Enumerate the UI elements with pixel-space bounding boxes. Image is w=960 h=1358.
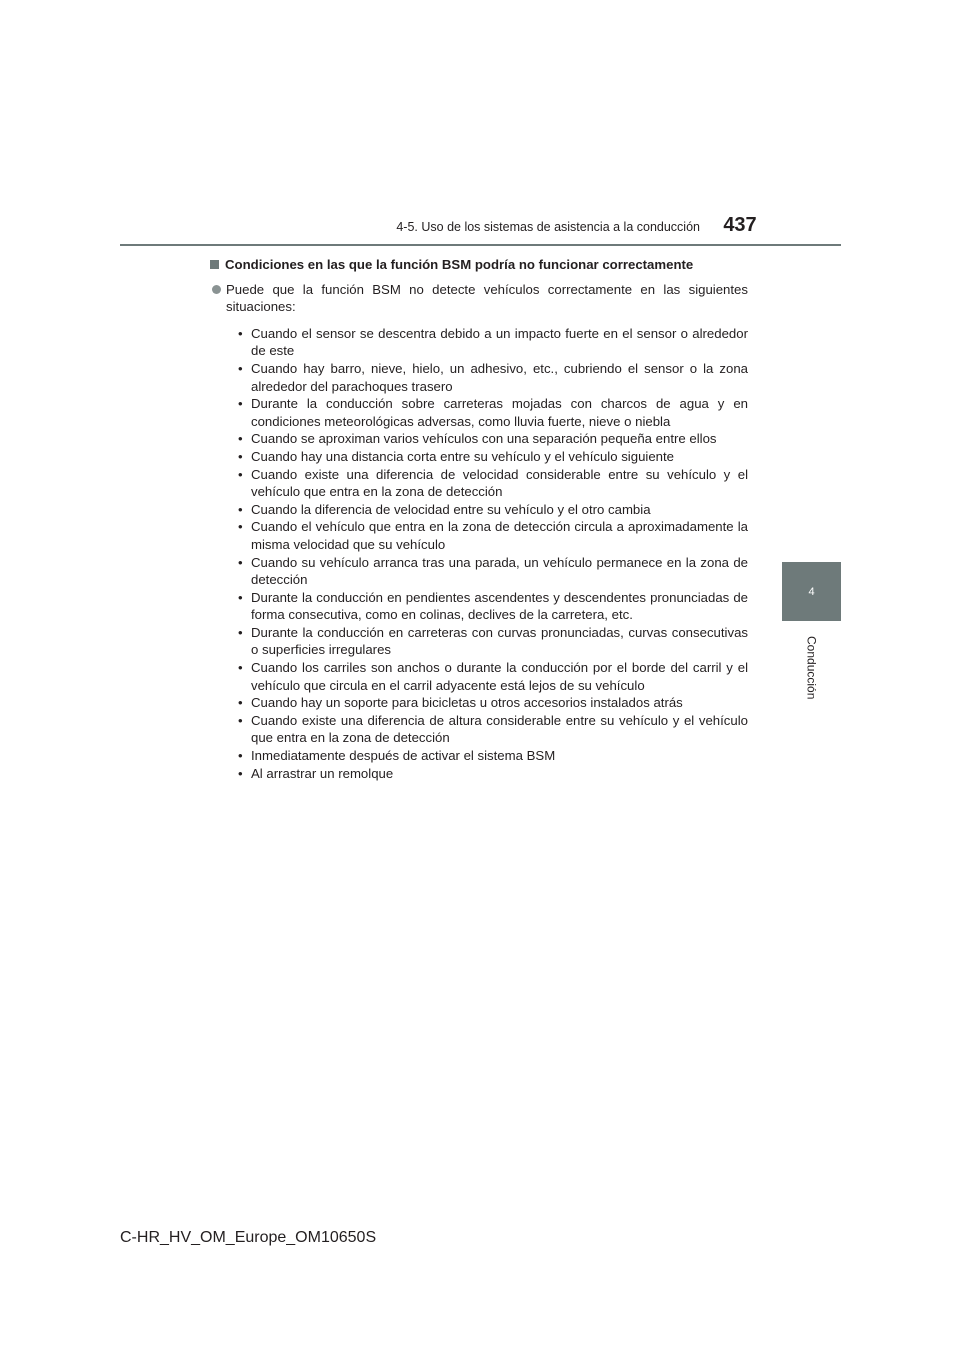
circle-bullet-icon <box>212 285 221 294</box>
bullet-marker: • <box>238 660 243 676</box>
main-content <box>210 256 748 782</box>
list-item-text: Cuando hay una distancia corta entre su vehículo y el vehículo siguiente <box>251 448 674 464</box>
list-item <box>210 589 748 624</box>
list-item <box>210 624 748 659</box>
list-item-text: Cuando se aproximan varios vehículos con una separación pequeña entre ellos <box>251 431 717 447</box>
bullet-marker: • <box>238 396 243 412</box>
list-item-text: Cuando los carriles son anchos o durante la conducción por el borde del carril y el vehículo que circula en el carril adyacente está lejos de su vehículo <box>251 660 748 693</box>
list-item <box>210 466 748 501</box>
list-item <box>210 747 748 765</box>
bullet-marker: • <box>238 765 243 781</box>
section-title: 4-5. Uso de los sistemas de asistencia a la conducción <box>396 220 700 234</box>
list-item-text: Durante la conducción en pendientes ascendentes y descendentes pronunciadas de forma consecutiva, como en colinas, declives de la carretera, etc. <box>251 589 748 623</box>
list-item <box>210 554 748 589</box>
list-item <box>210 694 748 712</box>
bullet-marker: • <box>238 712 243 728</box>
conditions-list <box>210 325 748 782</box>
bullet-marker: • <box>238 448 243 464</box>
list-item <box>210 501 748 519</box>
list-item <box>210 325 748 360</box>
chapter-title: Conducción <box>804 636 819 700</box>
list-item-text: Inmediatamente después de activar el sistema BSM <box>251 748 556 764</box>
intro-paragraph <box>210 281 748 316</box>
list-item <box>210 765 748 783</box>
section-heading <box>210 256 748 274</box>
list-item <box>210 448 748 466</box>
bullet-marker: • <box>238 748 243 764</box>
square-bullet-icon <box>210 260 219 269</box>
chapter-tab <box>782 562 841 621</box>
list-item <box>210 395 748 430</box>
list-item <box>210 518 748 553</box>
bullet-marker: • <box>238 589 243 605</box>
header-divider <box>120 244 841 246</box>
chapter-label <box>782 628 841 708</box>
bullet-marker: • <box>238 360 243 376</box>
list-item-text: Cuando su vehículo arranca tras una parada, un vehículo permanece en la zona de detección <box>251 554 748 588</box>
list-item-text: Cuando existe una diferencia de velocidad considerable entre su vehículo y el vehículo que entra en la zona de detección <box>251 466 748 500</box>
bullet-marker: • <box>238 624 243 640</box>
bullet-marker: • <box>238 554 243 570</box>
list-item-text: Cuando la diferencia de velocidad entre su vehículo y el otro cambia <box>251 501 651 517</box>
page-number: 437 <box>723 214 757 236</box>
list-item-text: Cuando existe una diferencia de altura considerable entre su vehículo y el vehículo que entra en la zona de detección <box>251 712 748 746</box>
list-item-text: Durante la conducción en carreteras con curvas pronunciadas, curvas consecutivas o superficies irregulares <box>251 624 748 658</box>
list-item <box>210 659 748 694</box>
list-item <box>210 360 748 395</box>
bullet-marker: • <box>238 501 243 517</box>
bullet-marker: • <box>238 519 243 535</box>
document-code: C-HR_HV_OM_Europe_OM10650S <box>120 1229 377 1246</box>
list-item-text: Cuando hay barro, nieve, hielo, un adhesivo, etc., cubriendo el sensor o la zona alrededor del parachoques trasero <box>251 360 748 394</box>
intro-text: Puede que la función BSM no detecte vehículos correctamente en las siguientes situaciones: <box>226 281 748 315</box>
list-item-text: Al arrastrar un remolque <box>251 765 394 781</box>
bullet-marker: • <box>238 695 243 711</box>
chapter-number: 4 <box>808 585 815 598</box>
bullet-marker: • <box>238 325 243 341</box>
bullet-marker: • <box>238 431 243 447</box>
list-item <box>210 712 748 747</box>
list-item-text: Cuando el sensor se descentra debido a un impacto fuerte en el sensor o alrededor de este <box>251 325 748 359</box>
bullet-marker: • <box>238 466 243 482</box>
list-item-text: Durante la conducción sobre carreteras mojadas con charcos de agua y en condiciones meteorológicas adversas, como lluvia fuerte, nieve o niebla <box>251 396 748 429</box>
list-item <box>210 430 748 448</box>
list-item-text: Cuando hay un soporte para bicicletas u otros accesorios instalados atrás <box>251 695 683 711</box>
list-item-text: Cuando el vehículo que entra en la zona de detección circula a aproximadamente la misma velocidad que su vehículo <box>251 519 748 552</box>
heading-text: Condiciones en las que la función BSM podría no funcionar correctamente <box>225 257 694 272</box>
